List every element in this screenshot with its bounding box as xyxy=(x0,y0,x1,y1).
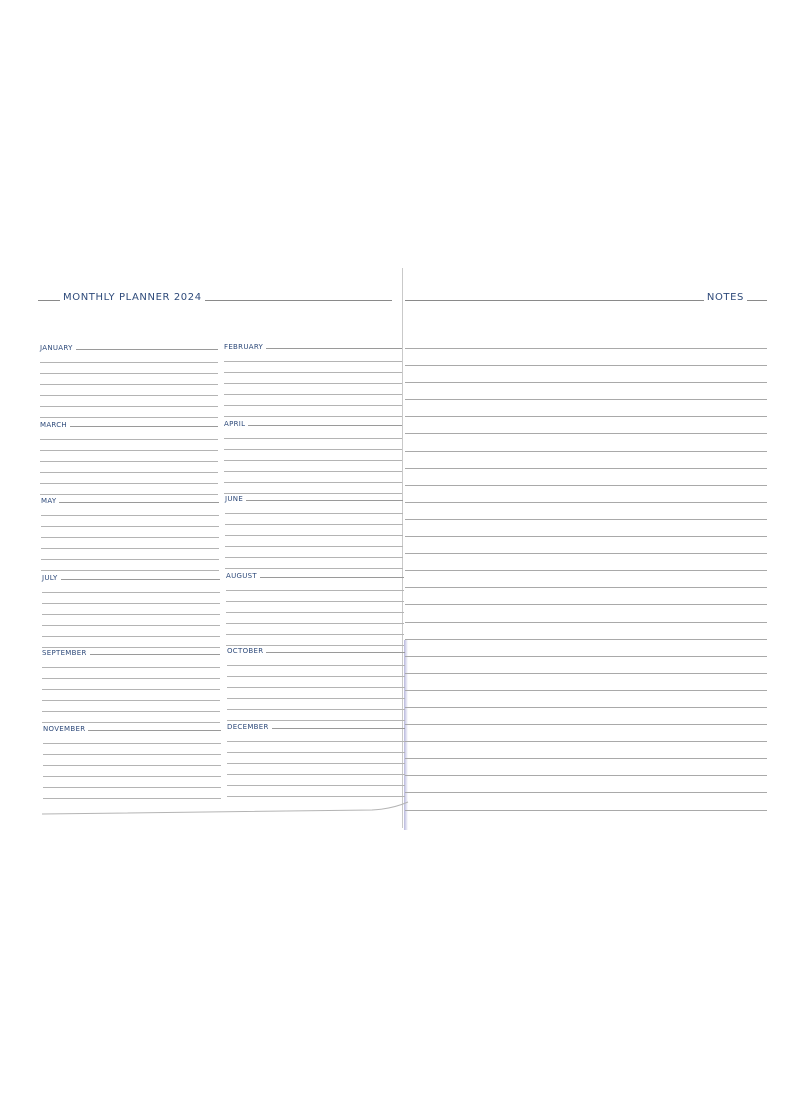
month-rule xyxy=(76,349,218,350)
writing-line xyxy=(227,741,405,742)
writing-line xyxy=(224,449,402,450)
header-rule xyxy=(405,300,704,301)
writing-line xyxy=(42,678,220,679)
writing-line xyxy=(40,439,218,440)
writing-line xyxy=(227,665,405,666)
notes-line xyxy=(405,485,767,486)
writing-line xyxy=(224,482,402,483)
notes-line xyxy=(405,382,767,383)
notes-line xyxy=(405,707,767,708)
writing-line xyxy=(41,515,219,516)
month-block-april xyxy=(224,417,402,494)
month-lines xyxy=(226,590,404,646)
writing-line xyxy=(224,405,402,406)
writing-line xyxy=(42,711,220,712)
writing-line xyxy=(40,384,218,385)
writing-line xyxy=(226,590,404,591)
notes-line xyxy=(405,570,767,571)
month-rule xyxy=(266,348,402,349)
month-block-june xyxy=(225,492,403,569)
month-rule xyxy=(272,728,405,729)
month-name: FEBRUARY xyxy=(224,343,264,351)
notes-line xyxy=(405,502,767,503)
writing-line xyxy=(42,592,220,593)
writing-line xyxy=(41,537,219,538)
page-curve-lines xyxy=(40,800,410,822)
month-block-september xyxy=(42,646,220,723)
writing-line xyxy=(43,776,221,777)
notes-line xyxy=(405,690,767,691)
writing-line xyxy=(227,698,405,699)
writing-line xyxy=(43,754,221,755)
writing-line xyxy=(224,394,402,395)
month-name: JULY xyxy=(42,574,58,582)
writing-line xyxy=(224,361,402,362)
month-block-december xyxy=(227,720,405,797)
notes-line xyxy=(405,519,767,520)
right-page-header xyxy=(405,292,767,303)
writing-line xyxy=(42,689,220,690)
writing-line xyxy=(43,743,221,744)
notes-line xyxy=(405,399,767,400)
planner-title: MONTHLY PLANNER 2024 xyxy=(63,292,202,303)
writing-line xyxy=(227,752,405,753)
notes-line xyxy=(405,451,767,452)
month-name: AUGUST xyxy=(226,572,257,580)
month-lines xyxy=(41,515,219,571)
month-rule xyxy=(70,426,218,427)
header-rule xyxy=(747,300,767,301)
month-block-may xyxy=(41,494,219,571)
writing-line xyxy=(40,373,218,374)
month-block-july xyxy=(42,571,220,648)
notes-line xyxy=(405,758,767,759)
writing-line xyxy=(40,362,218,363)
writing-line xyxy=(42,614,220,615)
month-lines xyxy=(224,438,402,494)
writing-line xyxy=(41,548,219,549)
notes-line xyxy=(405,673,767,674)
month-name: SEPTEMBER xyxy=(42,649,87,657)
writing-line xyxy=(225,524,403,525)
writing-line xyxy=(226,612,404,613)
month-lines xyxy=(224,361,402,417)
writing-line xyxy=(42,603,220,604)
month-block-march xyxy=(40,418,218,495)
notes-line xyxy=(405,536,767,537)
writing-line xyxy=(224,383,402,384)
notes-line xyxy=(405,724,767,725)
writing-line xyxy=(41,526,219,527)
writing-line xyxy=(227,774,405,775)
month-block-november xyxy=(43,722,221,799)
notes-line xyxy=(405,639,767,640)
writing-line xyxy=(225,535,403,536)
writing-line xyxy=(226,634,404,635)
month-name: MAY xyxy=(41,497,57,505)
notes-line xyxy=(405,656,767,657)
month-lines xyxy=(40,439,218,495)
notes-line xyxy=(405,587,767,588)
writing-line xyxy=(43,798,221,799)
month-name: DECEMBER xyxy=(227,723,269,731)
notes-title: NOTES xyxy=(706,292,744,303)
writing-line xyxy=(43,765,221,766)
writing-line xyxy=(227,709,405,710)
month-lines xyxy=(42,667,220,723)
month-rule xyxy=(246,500,403,501)
writing-line xyxy=(40,406,218,407)
notes-line xyxy=(405,792,767,793)
writing-line xyxy=(42,625,220,626)
month-name: OCTOBER xyxy=(227,647,264,655)
notes-ruled-lines xyxy=(405,348,767,827)
month-rule xyxy=(61,579,220,580)
writing-line xyxy=(40,461,218,462)
month-lines xyxy=(40,362,218,418)
header-rule xyxy=(205,300,392,301)
writing-line xyxy=(42,667,220,668)
writing-line xyxy=(224,471,402,472)
notes-line xyxy=(405,348,767,349)
writing-line xyxy=(227,796,405,797)
writing-line xyxy=(40,472,218,473)
month-rule xyxy=(59,502,219,503)
month-rule xyxy=(266,652,405,653)
month-lines xyxy=(227,665,405,721)
month-name: JANUARY xyxy=(40,344,73,352)
notes-line xyxy=(405,468,767,469)
writing-line xyxy=(42,700,220,701)
writing-line xyxy=(40,450,218,451)
writing-line xyxy=(225,546,403,547)
month-rule xyxy=(88,730,221,731)
writing-line xyxy=(227,785,405,786)
month-name: APRIL xyxy=(224,420,246,428)
month-lines xyxy=(225,513,403,569)
notes-line xyxy=(405,741,767,742)
writing-line xyxy=(227,763,405,764)
writing-line xyxy=(226,601,404,602)
writing-line xyxy=(225,513,403,514)
month-name: JUNE xyxy=(225,495,244,503)
month-name: MARCH xyxy=(40,421,67,429)
left-page-header xyxy=(38,292,392,303)
notes-line xyxy=(405,775,767,776)
month-block-august xyxy=(226,569,404,646)
writing-line xyxy=(224,372,402,373)
month-block-february xyxy=(224,340,402,417)
writing-line xyxy=(224,438,402,439)
month-block-january xyxy=(40,341,218,418)
header-rule xyxy=(38,300,60,301)
curve-line xyxy=(42,802,408,814)
notes-line xyxy=(405,810,767,811)
notes-line xyxy=(405,416,767,417)
notes-line xyxy=(405,433,767,434)
writing-line xyxy=(43,787,221,788)
month-lines xyxy=(227,741,405,797)
month-lines xyxy=(43,743,221,799)
notes-line xyxy=(405,553,767,554)
writing-line xyxy=(40,395,218,396)
month-lines xyxy=(42,592,220,648)
notes-line xyxy=(405,622,767,623)
writing-line xyxy=(42,636,220,637)
notes-line xyxy=(405,365,767,366)
writing-line xyxy=(227,676,405,677)
month-block-october xyxy=(227,644,405,721)
writing-line xyxy=(225,557,403,558)
writing-line xyxy=(41,559,219,560)
month-rule xyxy=(90,654,220,655)
month-rule xyxy=(248,425,402,426)
month-name: NOVEMBER xyxy=(43,725,86,733)
notes-line xyxy=(405,604,767,605)
month-rule xyxy=(260,577,404,578)
writing-line xyxy=(227,687,405,688)
writing-line xyxy=(226,623,404,624)
writing-line xyxy=(224,460,402,461)
writing-line xyxy=(40,483,218,484)
